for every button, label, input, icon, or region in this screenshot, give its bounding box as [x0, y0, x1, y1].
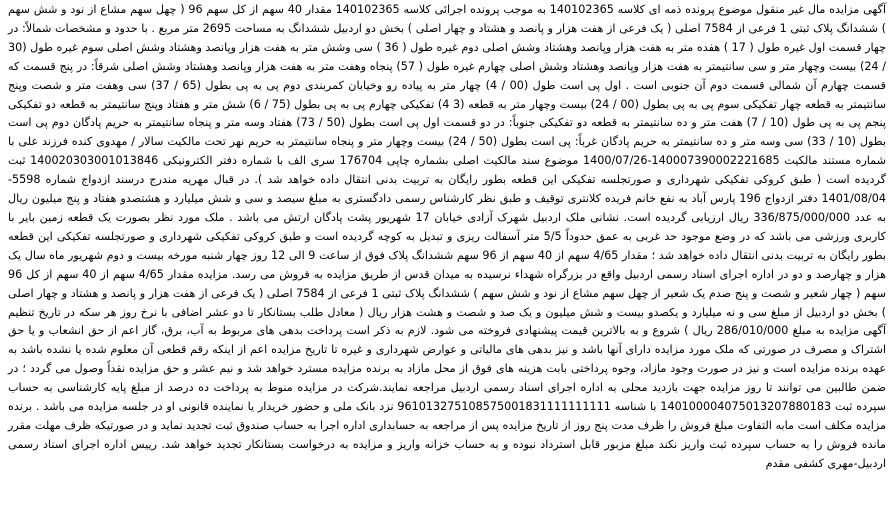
auction-notice-text: آگهی مزایده مال غیر منقول موضوع پرونده ذمه ای کلاسه 140102365 به موجب پرونده اجرائی کلاسه 140102365 مقدار 40 سهم از کل سهم 96 ( چهل سهم مشاع از نود و شش سهم ) ششدانگ پلاک ثبتی 1 فرعی از 7584 اصلی ( یک فرعی از هفت هزار و پانصد و هشتاد و چهار اصلی ) بخش دو اردبیل ششدانگ به مساحت 2695 متر مربع . با حدود و مشخصات شمالاً: در چهار قسمت اول غیره طول ( 17 ) هفده متر به هفت هزار وپانصد وهشتاد وشش اصلی دوم غیره طول ( 36 ) سی وشش متر به هفت هزار وپانصد وهشتاد وشش اصلی سوم غیره طول (30 / 24) بیست وچهار متر و سی سانتیمتر به هفت هزار وپانصد وهشتاد وشش اصلی چهارم غیره طول ( 57) پنجاه وهفت متر به هفت هزار وپانصد وهشتاد وشش اصلی شرقاً: در پنج قسمت که قسمت چهارم آن شمالی قسمت دوم آن جنوبی است . اول پی است طول (00 / 4) چهار متر به پیاده رو وخیابان کمربندی دوم پی به پی بطول (65 / 37) سی وهفت متر و شصت وپنج سانتیمتر به قطعه چهار تفکیکی سوم پی به پی بطول (00 / 24) بیست وچهار متر به قطعه (3 4) تفکیکی چهارم پی به پی بطول (75 / 6) شش متر و هفتاد وپنج سانتیمتر به قطعه دو تفکیکی پنجم پی به پی طول (10 / 7) هفت متر و ده سانتیمتر به قطعه دو تفکیکی جنوباً: در دو قسمت اول پی است بطول (50 / 73) هفتاد وسه متر و پنجاه سانتیمتر به حریم پادگان دوم پی است بطول (10 / 33) سی وسه متر و ده سانتیمتر به حریم پادگان غرباً: پی است بطول (50 / 24) بیست وچهار متر و پنجاه سانتیمتر به حریم نهر تحت مالکیت سالار / مهدوی کنده فرزند علی با شماره مستند مالکیت 140007390002221685-1400/07/26 موضوع سند مالکیت اصلی بشماره چاپی 176704 سری الف با شماره دفتر الکترونیکی 140020303001013846 ثبت گردیده است ( طبق کروکی تفکیکی شهرداری و صورتجلسه تفکیکی این قطعه بطور رایگان به تربیت بدنی انتقال داده خواهد شد ). در قبال مهریه مندرج درسند ازدواج شماره 5598- 1401/08/04 دفتر ازدواج 196 پارس آباد به نفع خانم فریده کلانتری توقیف و طبق نظر کارشناس رسمی دادگستری به مبلغ سیصد و سی و شش میلیارد و هشتصدو هفتاد و پنج میلیون ریال به عدد 336/875/000/000 ریال ارزیابی گردیده است. نشانی ملک اردبیل شهرک آزادی خیابان 17 شهریور پشت پادگان ارتش می باشد . ملک مورد نظر بصورت یک قطعه زمین بایر با کاربری ورزشی می باشد که در وضع موجود حد غربی به عمق حدوداً 5/5 متر آسفالت ریزی و تبدیل به کوچه گردیده است و طبق کروکی تفکیکی شهرداری و صورتجلسه تفکیکی این قطعه بطور رایگان به تربیت بدنی انتقال داده خواهد شد ؛ مقدار 4/65 سهم از 40 سهم از 96 سهم ششدانگ پلاک فوق از ساعت 9 الی 12 روز چهار شنبه مورخه بیست و دوم شهریور ماه سال یک هزار و چهارصد و دو در اداره اجرای اسناد رسمی اردبیل واقع در بزرگراه شهداء نرسیده به میدان قدس از طریق مزایده به فروش می رسد. مزایده مقدار 4/65 سهم از 40 سهم از کل 96 سهم ( چهار شعیر و شصت و پنج صدم یک شعیر از چهل سهم مشاع از نود و شش سهم ) ششدانگ پلاک ثبتی 1 فرعی از 7584 اصلی ( یک فرعی از هفت هزار و پانصد و هشتاد و چهار اصلی ) بخش دو اردبیل از مبلغ سی و نه میلیارد و یکصدو بیست و شش میلیون و یک صد و شصت و هشت هزار ریال ( معادل طلب بستانکار تا دو عشر اضافی با نرخ روز هر سکه در تاریخ تنظیم آگهی مزایده به مبلغ 286/010/000 ریال ) شروع و به بالاترین قیمت پیشنهادی فروخته می شود. لازم به ذکر است پرداخت بدهی های مربوط به آب، برق، گاز اعم از حق انشعاب و یا حق اشتراک و مصرف در صورتی که ملک مورد مزایده دارای آنها باشد و نیز بدهی های مالیاتی و عوارض شهرداری و غیره تا تاریخ مزایده اعم از اینکه رقم قطعی آن معلوم شده یا نشده باشد به عهده برنده مزایده است و نیز در صورت وجود مازاد، وجوه پرداختی بابت هزینه های فوق از محل مازاد به برنده مزایده مسترد خواهد شد و نیم عشر و حق مزایده نقداً وصول می گردد ؛ در ضمن طالبین می توانند تا روز مزایده جهت بازدید محلی به اداره اجرای اسناد رسمی اردبیل مراجعه نمایند.شرکت در مزایده منوط به پرداخت ده درصد از مبلغ پایه کارشناسی به حساب سپرده ثبت 140100004075013207880183 با شناسه 961013275108575001831111111111 نزد بانک ملی و حضور خریدار یا نماینده قانونی او در جلسه مزایده می باشد . برنده مزایده مکلف است مابه التفاوت مبلغ فروش را ظرف مدت پنج روز از تاریخ مزایده پس از مراجعه به حسابداری اداره اجرا به حساب صندوق ثبت تجدید نماید و در صورتیکه ظرف مهلت مقرر مانده فروش را به حساب سپرده ثبت واریز نکند مبلغ مزبور قابل استرداد نبوده و به حساب خزانه واریز و مزایده به درخواست بستانکار تجدید خواهد شد. رییس اداره اجرای اسناد رسمی اردبیل-مهری کشفی مقدم: [8, 3, 887, 470]
